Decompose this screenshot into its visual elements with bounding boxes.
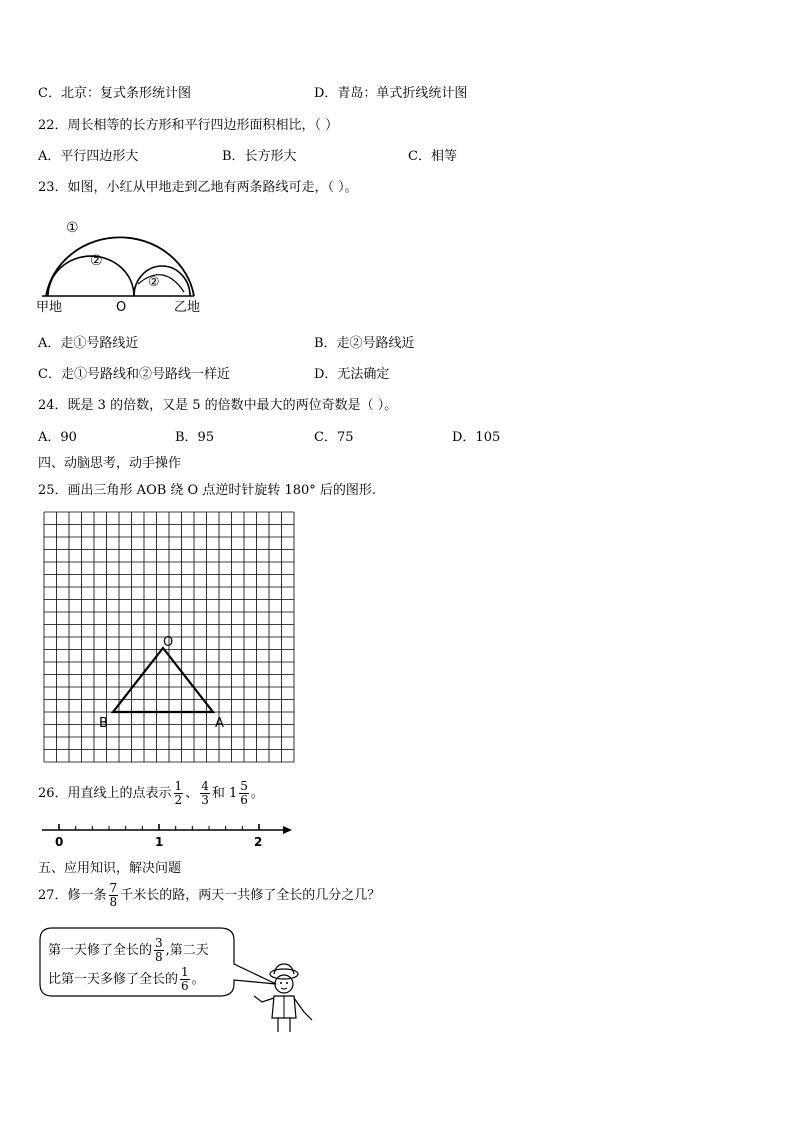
fraction-seven-eighths <box>109 882 119 909</box>
q26-stem-pre: 26．用直线上的点表示 <box>38 786 172 801</box>
q22-stem: 22．周长相等的长方形和平行四边形面积相比，（ ） <box>38 118 339 133</box>
q26-number-line <box>40 820 296 850</box>
fraction-numerator: 4 <box>201 779 209 793</box>
axis-ticks <box>59 824 259 830</box>
bubble-line-1-post: ,第二天 <box>165 943 209 958</box>
q23-option-d: D．无法确定 <box>314 367 390 382</box>
fraction-three-eighths <box>154 937 164 964</box>
fraction-numerator: 5 <box>240 779 248 793</box>
route-1-label: ① <box>66 220 79 236</box>
end-label: 乙地 <box>174 300 201 314</box>
fraction-denominator: 2 <box>174 793 183 807</box>
route-2-detail <box>138 275 184 292</box>
fraction-denominator: 3 <box>201 793 209 807</box>
fraction-denominator: 8 <box>155 950 163 964</box>
center-label: O <box>116 300 127 314</box>
q22-option-a: A．平行四边形大 <box>38 149 139 164</box>
child-illustration <box>240 962 320 1034</box>
fraction-one-sixth <box>180 966 190 993</box>
bubble-line-1 <box>48 937 209 964</box>
fraction-denominator: 6 <box>181 979 189 993</box>
vertex-a-label: A <box>215 716 224 731</box>
q24-option-c: C．75 <box>314 430 354 445</box>
q22-option-b: B．长方形大 <box>222 149 297 164</box>
q24-option-b: B．95 <box>175 430 215 445</box>
q23-stem: 23．如图，小红从甲地走到乙地有两条路线可走，（ ）。 <box>38 180 358 195</box>
q25-stem: 25．画出三角形 AOB 绕 O 点逆时针旋转 180° 后的图形. <box>38 483 377 498</box>
q25-grid <box>43 511 295 763</box>
section-4-heading: 四、动脑思考，动手操作 <box>38 456 182 471</box>
q26-stem <box>38 780 264 807</box>
bubble-line-2-post: 。 <box>191 972 205 987</box>
q24-option-a: A．90 <box>38 430 77 445</box>
vertex-b-label: B <box>99 716 108 731</box>
fraction-numerator: 7 <box>109 881 118 895</box>
eye-left <box>280 982 282 984</box>
q26-and: 和 1 <box>211 786 238 801</box>
q27-stem <box>38 882 380 909</box>
tick-label-2: 2 <box>254 835 263 849</box>
route-2-label: ② <box>90 253 103 269</box>
triangle-aob <box>113 648 213 712</box>
q21-option-c: C．北京：复式条形统计图 <box>38 86 191 101</box>
start-label: 甲地 <box>36 300 63 314</box>
q27-stem-pre: 27．修一条 <box>38 888 107 903</box>
fraction-denominator: 8 <box>109 895 118 909</box>
tick-label-0: 0 <box>55 835 64 849</box>
fraction-numerator: 1 <box>181 965 189 979</box>
fraction-numerator: 3 <box>155 936 163 950</box>
fraction-denominator: 6 <box>240 793 248 807</box>
arm-left <box>254 996 274 1002</box>
mouth <box>281 988 287 989</box>
fraction-numerator: 1 <box>174 779 183 793</box>
q23-route-figure <box>34 212 219 314</box>
tick-label-1: 1 <box>155 835 164 849</box>
q24-option-d: D．105 <box>452 430 501 445</box>
arm-right <box>294 998 312 1020</box>
fraction-four-thirds <box>200 780 210 807</box>
q23-option-b: B．走②号路线近 <box>314 336 415 351</box>
q26-end: 。 <box>250 786 264 801</box>
route-2b-label: ② <box>148 275 160 290</box>
fraction-one-half <box>174 780 184 807</box>
fraction-five-sixths <box>239 780 249 807</box>
face <box>275 975 293 993</box>
eye-right <box>286 982 288 984</box>
q27-stem-post: 千米长的路，两天一共修了全长的几分之几？ <box>120 888 381 903</box>
vertex-o-label: O <box>163 635 174 650</box>
q21-option-d: D．青岛：单式折线统计图 <box>314 86 468 101</box>
bubble-line-2-pre: 比第一天多修了全长的 <box>48 972 179 987</box>
bubble-line-1-pre: 第一天修了全长的 <box>48 943 153 958</box>
q24-stem: 24．既是 3 的倍数，又是 5 的倍数中最大的两位奇数是（ ）。 <box>38 398 398 413</box>
section-5-heading: 五、应用知识，解决问题 <box>38 861 182 876</box>
q22-option-c: C．相等 <box>408 149 457 164</box>
q23-option-c: C．走①号路线和②号路线一样近 <box>38 367 230 382</box>
q26-separator: 、 <box>185 786 199 801</box>
q23-option-a: A．走①号路线近 <box>38 336 139 351</box>
bubble-line-2 <box>48 966 205 993</box>
number-line-arrow <box>283 826 292 834</box>
